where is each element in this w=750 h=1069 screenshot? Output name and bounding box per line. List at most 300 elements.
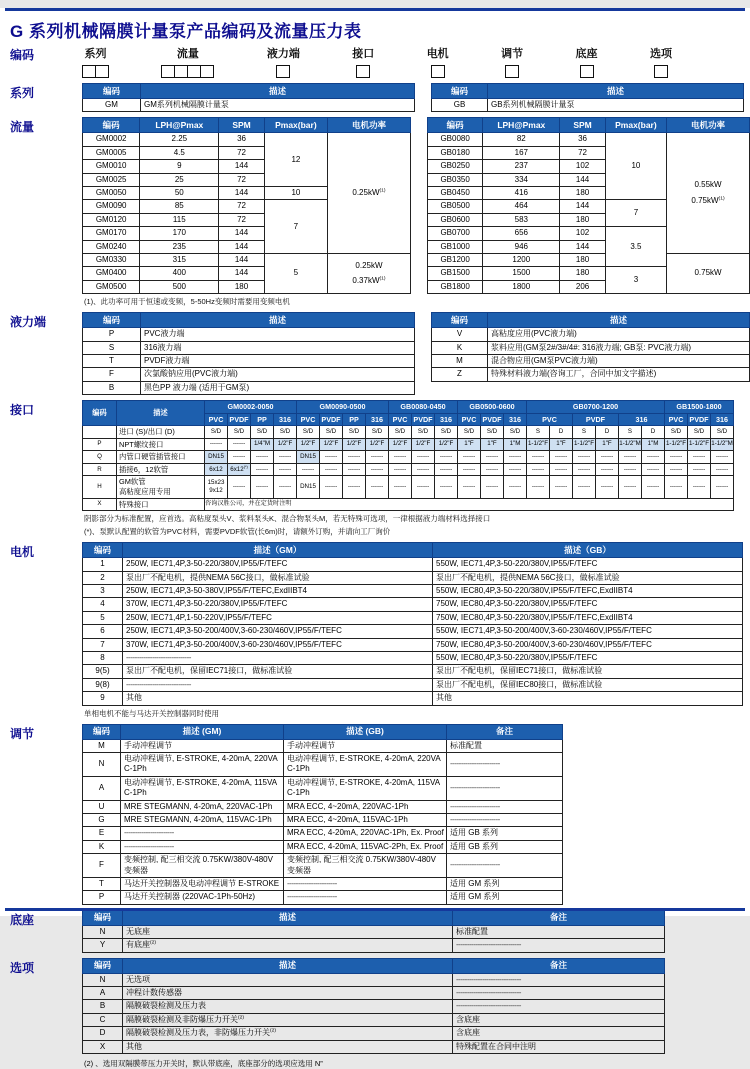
table-row bbox=[83, 973, 665, 986]
cell: 656 bbox=[483, 227, 560, 240]
table-row bbox=[83, 638, 743, 651]
cell: 泵出厂不配电机，保留IEC80接口，做标准试验 bbox=[433, 678, 743, 691]
cell: ----------------------- bbox=[447, 814, 563, 827]
cell: P bbox=[83, 891, 121, 904]
cell: 416 bbox=[483, 187, 560, 200]
cell: GM bbox=[83, 99, 141, 112]
code-group-label: 系列 bbox=[84, 48, 107, 60]
series-section-label: 系列 bbox=[10, 86, 35, 100]
header-cell: 描述 bbox=[488, 84, 744, 99]
cell: ------ bbox=[389, 451, 412, 464]
header-cell: 备注 bbox=[453, 910, 665, 925]
header-cell: LPH@Pmax bbox=[483, 118, 560, 133]
cell: GM0500 bbox=[83, 280, 140, 293]
cell: 手动冲程调节 bbox=[121, 739, 284, 752]
code-group bbox=[267, 45, 300, 78]
cell: ----------------------- bbox=[447, 776, 563, 800]
table-header-row bbox=[83, 958, 665, 973]
cell: S bbox=[619, 425, 642, 438]
cell: N bbox=[83, 973, 123, 986]
cell: ------ bbox=[642, 451, 665, 464]
header-cell: PP bbox=[251, 413, 274, 425]
cell: 变频控制, 配三相交流 0.75KW/380V-480V 变频器 bbox=[121, 854, 284, 878]
cell: ------ bbox=[343, 451, 366, 464]
code-box bbox=[356, 65, 370, 78]
cell: 适用 GM 系列 bbox=[447, 891, 563, 904]
cell: F bbox=[83, 854, 121, 878]
cell: DN15 bbox=[297, 476, 320, 498]
interface-note-1: 阴影部分为标准配置，应首选。高粘度泵头V、浆料泵头K、混合物泵头M，若无特殊可选项，一律根据液力端材料选择接口 bbox=[84, 514, 491, 524]
cell: M bbox=[83, 739, 121, 752]
cell: ------ bbox=[389, 463, 412, 476]
header-cell: 编码 bbox=[83, 313, 141, 328]
cell: 高粘度应用(PVC液力端) bbox=[488, 328, 750, 341]
cell: 1-1/2"M bbox=[711, 438, 734, 451]
table-row bbox=[83, 381, 415, 394]
cell: 特殊接口 bbox=[117, 498, 205, 511]
cell: 1"F bbox=[550, 438, 573, 451]
coding-label: 编码 bbox=[10, 48, 35, 62]
table-row bbox=[83, 355, 415, 368]
cell: 144 bbox=[219, 267, 264, 280]
table-row bbox=[83, 678, 743, 691]
options-table bbox=[82, 958, 665, 1054]
table-row bbox=[83, 341, 415, 354]
cell: N bbox=[83, 753, 121, 777]
cell: 1 bbox=[83, 558, 123, 571]
cell: 144 bbox=[219, 187, 264, 200]
cell bbox=[83, 425, 117, 438]
header-cell: 编码 bbox=[432, 313, 488, 328]
cell: 250W, IEC71,4P,3-50-220/380V,IP55/F/TEFC bbox=[123, 558, 433, 571]
table-row bbox=[83, 463, 734, 476]
top-divider bbox=[5, 8, 745, 11]
interface-section-label: 接口 bbox=[10, 403, 35, 418]
cell: K bbox=[83, 840, 121, 853]
code-group bbox=[427, 45, 449, 78]
cell: NPT螺纹接口 bbox=[117, 438, 205, 451]
cell: 500 bbox=[140, 280, 219, 293]
code-box bbox=[431, 65, 445, 78]
cell: ----------------------- bbox=[447, 800, 563, 813]
cell: 1"F bbox=[458, 438, 481, 451]
bottom-divider bbox=[5, 908, 745, 911]
cell: ------ bbox=[320, 463, 343, 476]
cell: 泵出厂不配电机，保留IEC71接口，做标准试验 bbox=[123, 665, 433, 678]
cell: S/D bbox=[389, 425, 412, 438]
cell: GM0005 bbox=[83, 146, 140, 159]
cell: 400 bbox=[140, 267, 219, 280]
header-cell: PVC bbox=[665, 413, 688, 425]
cell: T bbox=[83, 877, 121, 890]
header-cell: GB0080-0450 bbox=[389, 401, 458, 413]
header-cell: 描述 bbox=[488, 313, 750, 328]
cell: GB系列机械隔膜计量泵 bbox=[488, 99, 744, 112]
cell: 550W, IEC71,4P,3-50-200/400V,3-60-230/460V,IP55/F/TEFC bbox=[433, 625, 743, 638]
cell: 1200 bbox=[483, 254, 560, 267]
cell: 167 bbox=[483, 146, 560, 159]
cell: P bbox=[83, 438, 117, 451]
header-cell: 描述（GB） bbox=[433, 543, 743, 558]
table-row bbox=[83, 814, 563, 827]
header-cell: 316 bbox=[366, 413, 389, 425]
cell: 6x12 bbox=[205, 463, 228, 476]
cell: H bbox=[83, 476, 117, 498]
header-cell: PVC bbox=[389, 413, 412, 425]
header-cell: 316 bbox=[619, 413, 665, 425]
cell: D bbox=[83, 1027, 123, 1040]
cell: S/D bbox=[435, 425, 458, 438]
cell: GB0250 bbox=[427, 160, 482, 173]
cell: ------ bbox=[642, 463, 665, 476]
table-row bbox=[83, 438, 734, 451]
code-boxes bbox=[580, 65, 594, 78]
cell: ------ bbox=[389, 476, 412, 498]
cell: ------ bbox=[550, 476, 573, 498]
header-cell: 316 bbox=[711, 413, 734, 425]
cell: ------ bbox=[435, 476, 458, 498]
table-row bbox=[83, 254, 411, 267]
table-row bbox=[83, 987, 665, 1000]
cell: 180 bbox=[219, 280, 264, 293]
cell: S/D bbox=[274, 425, 297, 438]
cell: 4 bbox=[83, 598, 123, 611]
cell: 750W, IEC80,4P,3-50-220/380V,IP55/F/TEFC bbox=[433, 598, 743, 611]
cell: 250W, IEC71,4P,3-50-380V,IP55/F/TEFC,ExdIIBT4 bbox=[123, 585, 433, 598]
cell: Z bbox=[432, 368, 488, 381]
cell: GB1500 bbox=[427, 267, 482, 280]
cell: 适用 GM 系列 bbox=[447, 877, 563, 890]
cell: ------ bbox=[619, 463, 642, 476]
code-boxes bbox=[431, 65, 445, 78]
cell: 170 bbox=[140, 227, 219, 240]
cell: 标准配置 bbox=[453, 925, 665, 938]
code-group bbox=[82, 45, 109, 78]
cell: ------ bbox=[228, 438, 251, 451]
header-cell: 描述 (GB) bbox=[284, 724, 447, 739]
cell: 550W, IEC71,4P,3-50-220/380V,IP55/F/TEFC bbox=[433, 558, 743, 571]
cell: 2 bbox=[83, 571, 123, 584]
cell: ----------------------- bbox=[121, 840, 284, 853]
header-cell: GB1500-1800 bbox=[665, 401, 734, 413]
cell: 36 bbox=[560, 133, 605, 146]
header-cell: PVDF bbox=[482, 414, 502, 424]
table-row bbox=[83, 598, 743, 611]
table-row bbox=[83, 652, 743, 665]
cell: 3 bbox=[83, 585, 123, 598]
cell: ------ bbox=[527, 463, 550, 476]
cell: X bbox=[83, 498, 117, 511]
cell: GM0025 bbox=[83, 173, 140, 186]
cell: Q bbox=[83, 451, 117, 464]
header-cell: 描述 bbox=[123, 910, 453, 925]
cell: ------ bbox=[251, 451, 274, 464]
cell: A bbox=[83, 987, 123, 1000]
cell: 1"M bbox=[642, 438, 665, 451]
header-cell: 编码 bbox=[83, 543, 123, 558]
cell: S/D bbox=[228, 425, 251, 438]
header-cell: 描述 bbox=[117, 401, 205, 426]
cell: N bbox=[83, 925, 123, 938]
section-adjust bbox=[10, 724, 750, 905]
cell: 电动冲程调节, E-STROKE, 4-20mA, 115VAC-1Ph bbox=[121, 776, 284, 800]
cell: 5 bbox=[83, 611, 123, 624]
header-cell: 编码 bbox=[83, 724, 121, 739]
cell: A bbox=[83, 776, 121, 800]
flow-section-label: 流量 bbox=[10, 120, 35, 135]
cell: ------ bbox=[711, 476, 734, 498]
cell: S/D bbox=[504, 425, 527, 438]
cell: ------------------------------ bbox=[453, 1000, 665, 1013]
code-box bbox=[200, 65, 214, 78]
cell: 144 bbox=[560, 200, 605, 213]
cell: 15x23 9x12 bbox=[205, 476, 228, 498]
cell: 750W, IEC80,4P,3-50-220/380V,IP55/F/TEFC,ExdIIBT4 bbox=[433, 611, 743, 624]
cell: 25 bbox=[140, 173, 219, 186]
flow-gb-table bbox=[427, 117, 750, 294]
cell: 946 bbox=[483, 240, 560, 253]
header-cell: GB0500-0600 bbox=[458, 401, 527, 413]
code-box bbox=[161, 65, 175, 78]
header-cell: 备注 bbox=[447, 724, 563, 739]
cell: C bbox=[83, 1013, 123, 1026]
flow-gm-table bbox=[82, 117, 411, 294]
base-section-label: 底座 bbox=[10, 912, 35, 927]
cell: 混合物应用(GM泵PVC液力端) bbox=[488, 355, 750, 368]
cell: 手动冲程调节 bbox=[284, 739, 447, 752]
cell: B bbox=[83, 1000, 123, 1013]
header-cell: 描述 (GM) bbox=[121, 724, 284, 739]
cell: T bbox=[83, 355, 141, 368]
cell: F bbox=[83, 368, 141, 381]
cell: ------ bbox=[596, 463, 619, 476]
cell: D bbox=[596, 425, 619, 438]
cell: 含底座 bbox=[453, 1027, 665, 1040]
cell: 102 bbox=[560, 227, 605, 240]
cell: 泵出厂不配电机，提供NEMA 56C接口，做标准试验 bbox=[433, 571, 743, 584]
cell: S bbox=[83, 341, 141, 354]
table-row bbox=[427, 133, 749, 146]
header-cell: PVC bbox=[297, 413, 320, 425]
cell: 370W, IEC71,4P,3-50-200/400V,3-60-230/460V,IP55/F/TEFC bbox=[123, 638, 433, 651]
code-group bbox=[650, 45, 672, 78]
header-cell: 描述（GM） bbox=[123, 543, 433, 558]
cell: 1/2"F bbox=[320, 438, 343, 451]
cell: ----------------------- bbox=[284, 877, 447, 890]
cell: 内管口硬管插管接口 bbox=[117, 451, 205, 464]
cell: X bbox=[83, 1040, 123, 1053]
cell: 72 bbox=[219, 200, 264, 213]
series-gm-table bbox=[82, 83, 415, 112]
cell: 235 bbox=[140, 240, 219, 253]
table-row bbox=[83, 939, 665, 952]
coding-row bbox=[10, 45, 750, 78]
cell: 144 bbox=[219, 240, 264, 253]
table-row bbox=[432, 99, 744, 112]
cell: 马达开关控制器及电动冲程调节 E-STROKE bbox=[121, 877, 284, 890]
cell: GB0180 bbox=[427, 146, 482, 159]
section-options bbox=[10, 958, 750, 1054]
cell: 370W, IEC71,4P,3-50-220/380V,IP55/F/TEFC bbox=[123, 598, 433, 611]
header-cell: LPH@Pmax bbox=[140, 118, 219, 133]
cell: ------ bbox=[688, 451, 711, 464]
cell: MRE STEGMANN, 4-20mA, 220VAC-1Ph bbox=[121, 800, 284, 813]
cell: ------ bbox=[343, 476, 366, 498]
cell: 7 bbox=[83, 638, 123, 651]
cell: 1-1/2"M bbox=[619, 438, 642, 451]
code-box bbox=[580, 65, 594, 78]
cell: ------ bbox=[481, 451, 504, 464]
cell: ------ bbox=[550, 451, 573, 464]
cell: S bbox=[573, 425, 596, 438]
cell: 12 bbox=[264, 133, 327, 187]
cell: 1"F bbox=[596, 438, 619, 451]
cell: 3 bbox=[605, 267, 666, 294]
motor-table bbox=[82, 542, 743, 705]
code-boxes bbox=[505, 65, 519, 78]
table-row bbox=[427, 254, 749, 267]
cell: D bbox=[642, 425, 665, 438]
cell: 9(8) bbox=[83, 678, 123, 691]
header-cell: 编码 bbox=[83, 958, 123, 973]
cell: ------ bbox=[619, 451, 642, 464]
cell: MRA ECC, 4~20mA, 220VAC-1Ph bbox=[284, 800, 447, 813]
cell: ------ bbox=[642, 476, 665, 498]
header-cell: PVDF bbox=[413, 414, 433, 424]
cell: S/D bbox=[412, 425, 435, 438]
table-row bbox=[83, 877, 563, 890]
cell: 102 bbox=[560, 160, 605, 173]
cell: ------ bbox=[665, 451, 688, 464]
code-boxes bbox=[82, 65, 109, 78]
cell: 0.25kW $0.37kW^{(1)}$ bbox=[328, 254, 411, 294]
table-row bbox=[432, 328, 750, 341]
cell: ----------------------- bbox=[121, 827, 284, 840]
section-liquid-end bbox=[10, 312, 750, 395]
cell: 隔膜破裂检测及压力表，非防爆压力开关$^{(2)}$ bbox=[123, 1027, 453, 1040]
cell: 250W, IEC71,4P,3-50-200/400V,3-60-230/460V,IP55/F/TEFC bbox=[123, 625, 433, 638]
coding-groups bbox=[82, 45, 750, 78]
cell: 1"M bbox=[504, 438, 527, 451]
cell: 750W, IEC80,4P,3-50-200/400V,3-60-230/460V,IP55/F/TEFC bbox=[433, 638, 743, 651]
code-box bbox=[187, 65, 201, 78]
table-header-row bbox=[83, 910, 665, 925]
header-cell: 电机功率 bbox=[328, 118, 411, 133]
header-cell: 316 bbox=[435, 413, 458, 425]
cell: ------ bbox=[320, 476, 343, 498]
cell: GB0350 bbox=[427, 173, 482, 186]
section-base bbox=[10, 910, 750, 953]
cell: S/D bbox=[481, 425, 504, 438]
table-row bbox=[83, 425, 734, 438]
cell: ------ bbox=[274, 451, 297, 464]
cell: 85 bbox=[140, 200, 219, 213]
cell: S/D bbox=[688, 425, 711, 438]
cell: 144 bbox=[560, 240, 605, 253]
code-box bbox=[174, 65, 188, 78]
cell: 电动冲程调节, E-STROKE, 4-20mA, 115VAC-1Ph bbox=[284, 776, 447, 800]
table-row bbox=[83, 328, 415, 341]
cell: 隔膜破裂检测及非防爆压力开关$^{(2)}$ bbox=[123, 1013, 453, 1026]
cell: ------------------------------ bbox=[123, 678, 433, 691]
header-cell: 描述 bbox=[141, 84, 415, 99]
cell: 无选项 bbox=[123, 973, 453, 986]
table-row bbox=[83, 1040, 665, 1053]
cell: ------ bbox=[251, 476, 274, 498]
header-cell: 编码 bbox=[432, 84, 488, 99]
cell: 1-1/2"F bbox=[527, 438, 550, 451]
cell: ------ bbox=[596, 476, 619, 498]
table-row bbox=[83, 800, 563, 813]
cell: ----------------------- bbox=[447, 753, 563, 777]
cell: MRA ECC, 4-20mA, 115VAC-2Ph, Ex. Proof bbox=[284, 840, 447, 853]
cell: S/D bbox=[711, 425, 734, 438]
cell: 10 bbox=[264, 187, 327, 200]
cell: ------ bbox=[665, 476, 688, 498]
cell: 144 bbox=[219, 160, 264, 173]
flow-footnote: (1)、此功率可用于恒速或变频，5-50Hz变频时需要用变频电机 bbox=[84, 297, 290, 307]
cell: ------ bbox=[274, 476, 297, 498]
header-cell: SPM bbox=[219, 118, 264, 133]
cell: Y bbox=[83, 939, 123, 952]
header-cell: 备注 bbox=[453, 958, 665, 973]
cell: 180 bbox=[560, 187, 605, 200]
header-cell: 电机功率 bbox=[667, 118, 750, 133]
cell: D bbox=[550, 425, 573, 438]
cell: 4.5 bbox=[140, 146, 219, 159]
cell: 1-1/2"F bbox=[688, 438, 711, 451]
header-cell: 316 bbox=[504, 413, 527, 425]
header-cell: 描述 bbox=[141, 313, 415, 328]
header-cell: 编码 bbox=[83, 401, 117, 426]
cell: ------ bbox=[458, 451, 481, 464]
cell: $0.25kW^{(1)}$ bbox=[328, 133, 411, 254]
cell: ------ bbox=[481, 476, 504, 498]
cell: 1/2"F bbox=[366, 438, 389, 451]
adjust-table bbox=[82, 724, 563, 905]
cell: GB1200 bbox=[427, 254, 482, 267]
cell: ------ bbox=[366, 463, 389, 476]
cell: 适用 GB 系列 bbox=[447, 840, 563, 853]
cell: ------ bbox=[412, 463, 435, 476]
motor-section-label: 电机 bbox=[10, 545, 35, 560]
code-boxes bbox=[356, 65, 370, 78]
table-row bbox=[83, 854, 563, 878]
cell: ----------------------- bbox=[284, 891, 447, 904]
cell: GM0330 bbox=[83, 254, 140, 267]
cell: 1-1/2"F bbox=[573, 438, 596, 451]
cell: GM0010 bbox=[83, 160, 140, 173]
cell: 泵出厂不配电机，提供NEMA 56C接口，做标准试验 bbox=[123, 571, 433, 584]
cell: P bbox=[83, 328, 141, 341]
liquid-end-right-table bbox=[431, 312, 750, 382]
cell: S/D bbox=[458, 425, 481, 438]
cell: ------ bbox=[366, 476, 389, 498]
header-cell: 316 bbox=[274, 413, 297, 425]
cell: 隔膜破裂检测及压力表 bbox=[123, 1000, 453, 1013]
code-box bbox=[276, 65, 290, 78]
code-group-label: 液力端 bbox=[266, 48, 300, 60]
table-row bbox=[83, 891, 563, 904]
cell: GM0120 bbox=[83, 213, 140, 226]
cell: 144 bbox=[219, 227, 264, 240]
cell: GB1000 bbox=[427, 240, 482, 253]
header-cell: Pmax(bar) bbox=[605, 118, 666, 133]
cell: V bbox=[432, 328, 488, 341]
liquid-end-left-table bbox=[82, 312, 415, 395]
cell: ------------------------------ bbox=[453, 939, 665, 952]
cell: GM0170 bbox=[83, 227, 140, 240]
